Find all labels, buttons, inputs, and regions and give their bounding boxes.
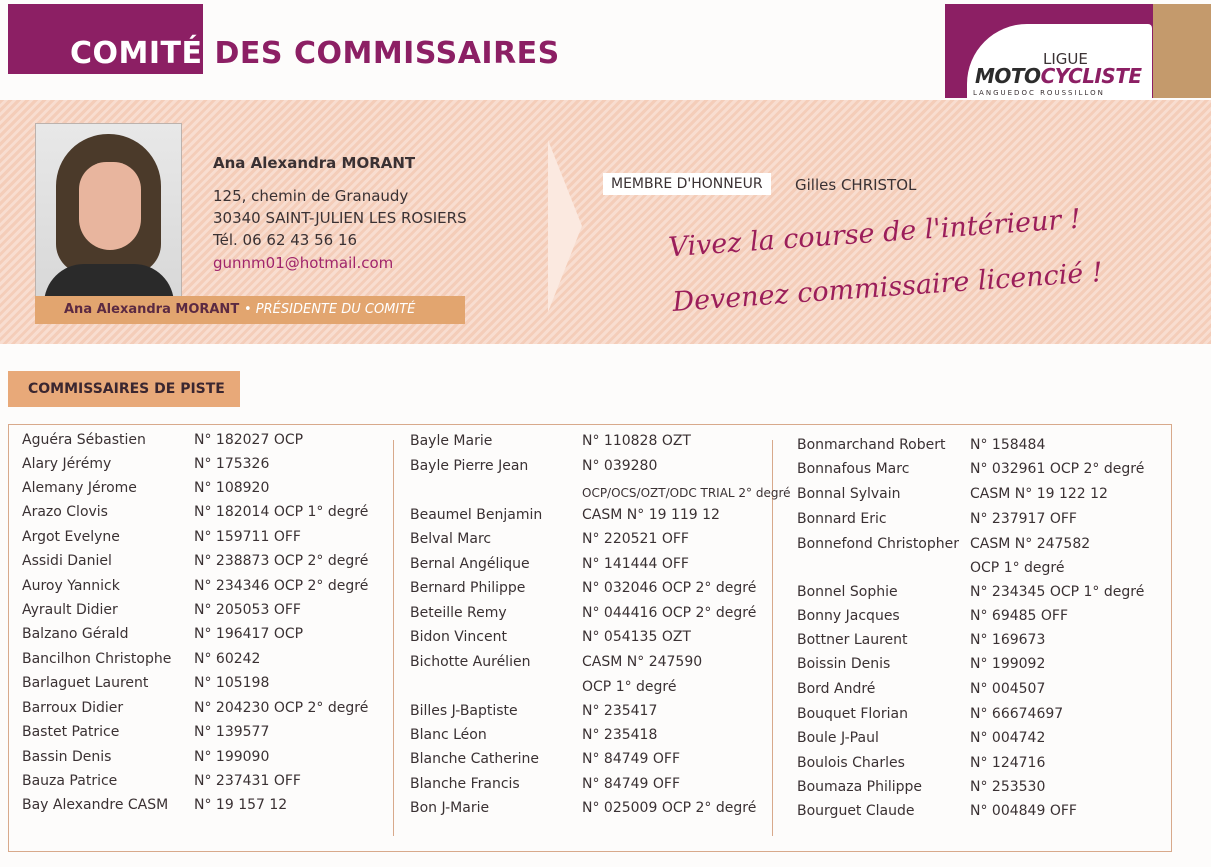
page-title-part2: DES COMMISSAIRES	[214, 36, 560, 71]
commissaire-name: Bonnefond Christopher	[797, 536, 960, 552]
president-address-line2: 30340 SAINT-JULIEN LES ROSIERS	[213, 209, 467, 227]
commissaire-licence: N° 235418	[582, 727, 658, 743]
commissaire-licence: N° 235417	[582, 703, 658, 719]
commissaire-licence: N° 204230 OCP 2° degré	[194, 700, 369, 716]
commissaire-name: Ayrault Didier	[22, 602, 118, 618]
commissaire-licence: N° 110828 OZT	[582, 433, 691, 449]
slogan-line2: Devenez commissaire licencié !	[671, 257, 1104, 318]
commissaire-name: Bottner Laurent	[797, 632, 908, 648]
commissaire-name: Bayle Marie	[410, 433, 493, 449]
commissaire-licence: N° 205053 OFF	[194, 602, 301, 618]
commissaire-name: Assidi Daniel	[22, 553, 112, 569]
commissaire-licence: N° 182014 OCP 1° degré	[194, 504, 369, 520]
commissaire-licence: N° 199090	[194, 749, 270, 765]
commissaire-name: Blanche Catherine	[410, 751, 540, 767]
commissaire-licence: N° 169673	[970, 632, 1046, 648]
commissaire-name: Boulois Charles	[797, 755, 905, 771]
commissaire-licence: N° 196417 OCP	[194, 626, 304, 642]
commissaire-name: Bancilhon Christophe	[22, 651, 172, 667]
commissaire-licence: CASM N° 247590	[582, 654, 703, 670]
commissaire-name: Blanche Francis	[410, 776, 520, 792]
president-email[interactable]: gunnm01@hotmail.com	[213, 254, 394, 272]
commissaire-name: Bord André	[797, 681, 876, 697]
commissaire-licence: CASM N° 19 119 12	[582, 507, 720, 523]
commissaire-licence: N° 054135 OZT	[582, 629, 691, 645]
commissaire-licence: N° 238873 OCP 2° degré	[194, 553, 369, 569]
column-divider	[393, 440, 394, 836]
chevron-arrow-icon	[548, 140, 582, 312]
commissaire-name: Arazo Clovis	[22, 504, 108, 520]
commissaire-name: Barroux Didier	[22, 700, 124, 716]
commissaire-licence: N° 039280	[582, 458, 658, 474]
commissaire-name: Beaumel Benjamin	[410, 507, 543, 523]
honour-label: MEMBRE D'HONNEUR	[603, 173, 771, 195]
commissaire-name: Barlaguet Laurent	[22, 675, 149, 691]
commissaire-name: Bonny Jacques	[797, 608, 900, 624]
commissaire-licence: N° 044416 OCP 2° degré	[582, 605, 757, 621]
honour-name: Gilles CHRISTOL	[795, 176, 917, 194]
commissaire-licence: CASM N° 19 122 12	[970, 486, 1108, 502]
commissaire-name: Bourguet Claude	[797, 803, 915, 819]
commissaire-licence: N° 66674697	[970, 706, 1064, 722]
commissaire-licence: N° 69485 OFF	[970, 608, 1069, 624]
commissaire-name: Auroy Yannick	[22, 578, 120, 594]
commissaire-licence: N° 124716	[970, 755, 1046, 771]
commissaire-name: Alemany Jérome	[22, 480, 137, 496]
commissaire-name: Boissin Denis	[797, 656, 891, 672]
commissaire-name: Bouquet Florian	[797, 706, 908, 722]
commissaire-licence: OCP 1° degré	[970, 560, 1065, 576]
commissaire-licence: N° 182027 OCP	[194, 432, 304, 448]
page-title	[70, 36, 560, 71]
commissaire-name: Bon J-Marie	[410, 800, 490, 816]
commissaire-name: Bonmarchand Robert	[797, 437, 946, 453]
president-name: Ana Alexandra MORANT	[213, 154, 416, 172]
commissaire-licence: OCP 1° degré	[582, 679, 677, 695]
commissaire-licence: CASM N° 247582	[970, 536, 1091, 552]
commissaire-licence: N° 237431 OFF	[194, 773, 301, 789]
commissaire-licence: N° 158484	[970, 437, 1046, 453]
commissaire-licence: N° 19 157 12	[194, 797, 288, 813]
logo-moto-text: MOTOCYCLISTE	[975, 64, 1142, 88]
commissaire-name: Bonnel Sophie	[797, 584, 898, 600]
commissaire-name: Aguéra Sébastien	[22, 432, 146, 448]
commissaire-licence: N° 004507	[970, 681, 1046, 697]
commissaire-name: Alary Jérémy	[22, 456, 112, 472]
commissaire-licence: N° 253530	[970, 779, 1046, 795]
commissaire-licence: N° 004742	[970, 730, 1046, 746]
commissaire-licence: N° 234345 OCP 1° degré	[970, 584, 1145, 600]
commissaire-licence: N° 141444 OFF	[582, 556, 689, 572]
commissaire-name: Bauza Patrice	[22, 773, 118, 789]
president-photo	[35, 123, 182, 298]
president-phone: Tél. 06 62 43 56 16	[213, 231, 358, 249]
commissaire-licence: N° 84749 OFF	[582, 776, 681, 792]
commissaire-licence: N° 60242	[194, 651, 261, 667]
commissaire-name: Belval Marc	[410, 531, 492, 547]
commissaire-name: Boule J-Paul	[797, 730, 879, 746]
commissaire-name: Blanc Léon	[410, 727, 487, 743]
commissaire-licence: N° 220521 OFF	[582, 531, 689, 547]
logo-ligue-text: LIGUE	[1043, 50, 1088, 68]
commissaire-licence: N° 108920	[194, 480, 270, 496]
president-address-line1: 125, chemin de Granaudy	[213, 187, 409, 205]
commissaire-licence: N° 105198	[194, 675, 270, 691]
commissaire-name: Balzano Gérald	[22, 626, 129, 642]
section-title: COMMISSAIRES DE PISTE	[28, 381, 225, 397]
commissaire-licence: N° 159711 OFF	[194, 529, 301, 545]
commissaire-name: Bonnal Sylvain	[797, 486, 901, 502]
photo-caption-name: Ana Alexandra MORANT	[64, 302, 240, 317]
page-title-part1: COMITÉ	[70, 36, 203, 71]
commissaire-name: Bernal Angélique	[410, 556, 530, 572]
slogan-line1: Vivez la course de l'intérieur !	[667, 203, 1082, 264]
logo-region-text: LANGUEDOC ROUSSILLON	[973, 89, 1105, 97]
commissaire-name: Bernard Philippe	[410, 580, 526, 596]
commissaire-name: Bonnard Eric	[797, 511, 887, 527]
photo-caption-role: • PRÉSIDENTE DU COMITÉ	[244, 302, 416, 317]
commissaire-name: Bassin Denis	[22, 749, 112, 765]
commissaire-name: Beteille Remy	[410, 605, 507, 621]
commissaire-name: Boumaza Philippe	[797, 779, 923, 795]
commissaire-name: Billes J-Baptiste	[410, 703, 518, 719]
commissaire-licence: N° 237917 OFF	[970, 511, 1077, 527]
commissaire-licence: N° 84749 OFF	[582, 751, 681, 767]
commissaire-licence: OCP/OCS/OZT/ODC TRIAL 2° degré	[582, 486, 791, 500]
commissaire-licence: N° 234346 OCP 2° degré	[194, 578, 369, 594]
commissaire-licence: N° 199092	[970, 656, 1046, 672]
commissaire-name: Bidon Vincent	[410, 629, 507, 645]
commissaire-licence: N° 175326	[194, 456, 270, 472]
commissaire-licence: N° 032961 OCP 2° degré	[970, 461, 1145, 477]
commissaire-name: Bonnafous Marc	[797, 461, 910, 477]
commissaire-licence: N° 004849 OFF	[970, 803, 1077, 819]
commissaire-licence: N° 025009 OCP 2° degré	[582, 800, 757, 816]
commissaire-name: Bastet Patrice	[22, 724, 120, 740]
commissaire-name: Bayle Pierre Jean	[410, 458, 529, 474]
commissaire-name: Bichotte Aurélien	[410, 654, 531, 670]
commissaire-licence: N° 032046 OCP 2° degré	[582, 580, 757, 596]
commissaire-name: Bay Alexandre CASM	[22, 797, 169, 813]
commissaire-licence: N° 139577	[194, 724, 270, 740]
commissaire-name: Argot Evelyne	[22, 529, 120, 545]
